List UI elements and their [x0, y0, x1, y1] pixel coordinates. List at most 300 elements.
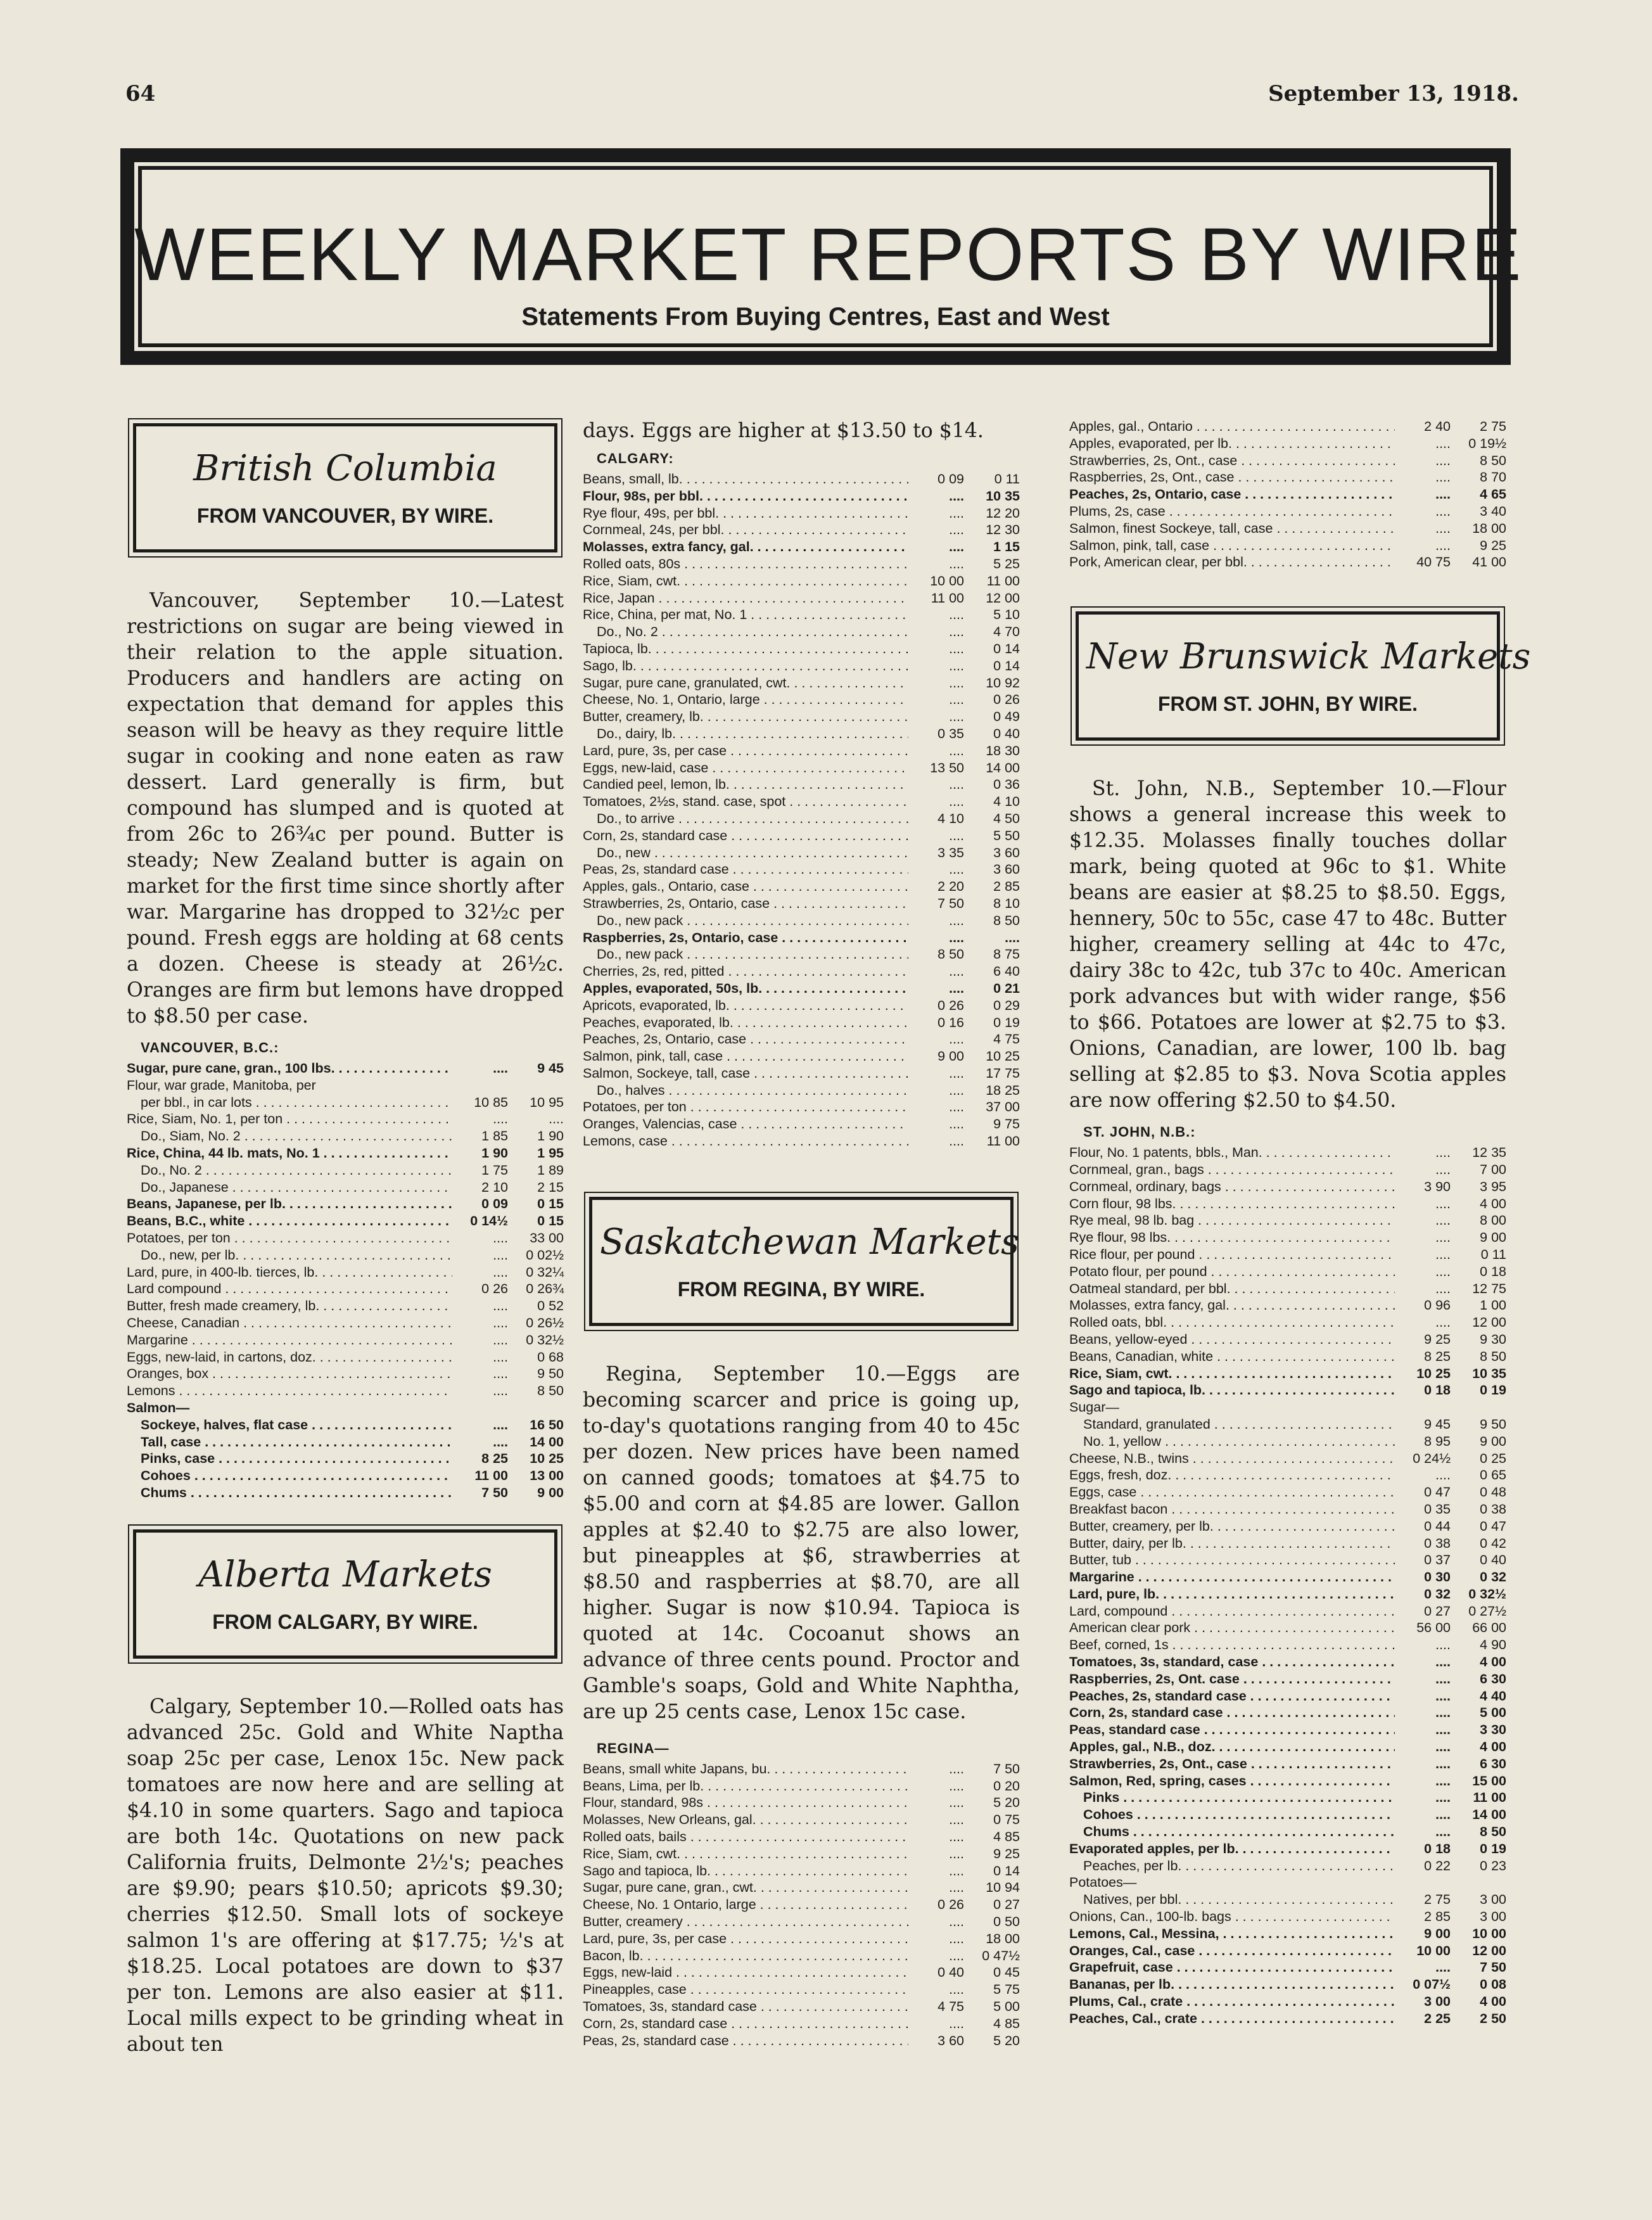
price-row: [1069, 1382, 1506, 1399]
price-low: ....: [493, 1417, 508, 1432]
regina-price-heading: REGINA—: [597, 1740, 670, 1756]
price-high: 0 42: [1480, 1535, 1506, 1551]
price-high: 0 19: [1480, 1840, 1506, 1856]
price-row: [1069, 1908, 1506, 1925]
price-row: [583, 556, 1020, 573]
price-row: [1069, 1789, 1506, 1806]
price-row: [583, 743, 1020, 760]
price-row: [127, 1484, 564, 1502]
price-row: [1069, 1671, 1506, 1688]
price-high: 8 00: [1480, 1213, 1506, 1228]
price-row: [583, 488, 1020, 505]
price-item-name: Flour, No. 1 patents, bbls., Man. . . .: [1069, 1144, 1395, 1161]
price-item-name: Eggs, case . . .: [1069, 1484, 1395, 1501]
price-row: [583, 539, 1020, 556]
price-low: ....: [949, 1863, 964, 1879]
price-row: [1069, 1212, 1506, 1229]
price-item-name: Candied peel, lemon, lb. . . .: [583, 776, 908, 793]
price-row: [583, 827, 1020, 845]
sask-report-text: Regina, September 10.—Eggs are becoming scarcer and price is going up, to-day's quotations ranging from 40 to 45c per dozen. New prices have been named on canned goods; tomatoes at $4.75 to $5.00 and corn at $4.85 are lower. Gallon apples at $2.40 to $2.75 are also lower, but pineapples at $6, strawberries at $8.50 and raspberries at $8.70, are all higher. Sugar is now $10.94. Tapioca is quoted at 14c. Cocoanut shows an advance of three cents pound. Proctor and Gamble's soaps, Gold and White Naphtha, are up 25 cents case, Lenox 15c case.: [583, 1362, 1020, 1723]
price-item-name: Do., new pack . . .: [583, 946, 908, 963]
price-high: 0 14: [993, 1863, 1020, 1879]
price-row: [583, 623, 1020, 641]
price-row: [1069, 1297, 1506, 1314]
price-row: [127, 1128, 564, 1145]
price-low: 0 24½: [1413, 1450, 1451, 1466]
price-low: ....: [949, 1116, 964, 1132]
price-low: ....: [1435, 1145, 1451, 1161]
section-subtitle: FROM VANCOUVER, BY WIRE.: [196, 504, 494, 527]
price-low: 0 09: [937, 471, 964, 487]
price-high: 0 65: [1480, 1467, 1506, 1483]
price-high: 2 75: [1480, 419, 1506, 434]
price-item-name: Apples, gals., Ontario, case . . .: [583, 878, 908, 895]
price-high: 10 25: [986, 1049, 1020, 1064]
price-high: 14 00: [986, 760, 1020, 775]
price-row: [1069, 1840, 1506, 1858]
price-item-name: Apples, evaporated, per lb. . . .: [1069, 435, 1395, 452]
price-row: [1069, 1773, 1506, 1790]
price-row: [1069, 1552, 1506, 1569]
price-high: 9 50: [1480, 1416, 1506, 1432]
price-high: 4 00: [1480, 1654, 1506, 1670]
price-low: 3 00: [1424, 1994, 1451, 2010]
price-high: 4 90: [1480, 1637, 1506, 1653]
price-item-name: Butter, creamery . . .: [583, 1913, 908, 1930]
price-item-name: Tomatoes, 3s, standard, case . . .: [1069, 1654, 1395, 1671]
price-item-name: Lard, pure, 3s, per case . . .: [583, 1930, 908, 1948]
price-row: [1069, 1569, 1506, 1586]
price-item-name: Rice, China, 44 lb. mats, No. 1 . . .: [127, 1145, 452, 1162]
price-row: [583, 1778, 1020, 1795]
price-high: 10 35: [986, 488, 1020, 504]
price-row: [127, 1111, 564, 1128]
price-row: [1069, 1603, 1506, 1620]
price-item-name: Chums . . .: [127, 1484, 452, 1502]
price-row: [127, 1247, 564, 1264]
price-item-name: Do., to arrive . . .: [583, 810, 908, 827]
price-row: [1069, 1993, 1506, 2010]
price-high: 3 60: [993, 862, 1020, 877]
price-row: [1069, 1450, 1506, 1467]
price-row: [1069, 1467, 1506, 1484]
price-low: ....: [949, 658, 964, 673]
price-item-name: Tall, case . . .: [127, 1434, 452, 1451]
price-high: 0 23: [1480, 1858, 1506, 1873]
price-low: ....: [949, 522, 964, 538]
bc-report-text: Vancouver, September 10.—Latest restrictions on sugar are being viewed in their relation to the apple situation. Producers and handlers are acting on expectation that demand for apples this season will be heavy as they require little sugar in cooking and none eaten as raw dessert. Lard generally is firm, but compound has slumped and is quoted at from 26c to 26¾c per pound. Butter is steady; New Zealand butter is again on market for the first time since shortly after war. Margarine has dropped to 32½c per pound. Fresh eggs are holding at 68 cents a dozen. Cheese is steady at 26½c. Oranges are firm but lemons have dropped to $8.50 per case.: [127, 589, 564, 1028]
price-item-name: Beans, B.C., white . . .: [127, 1213, 452, 1230]
banner-subtitle: Statements From Buying Centres, East and West: [521, 303, 1110, 331]
price-item-name: Potatoes, per ton . . .: [127, 1230, 452, 1247]
price-high: 2 50: [1480, 2010, 1506, 2026]
price-row: [1069, 1704, 1506, 1721]
price-row: [583, 675, 1020, 692]
price-high: 10 35: [1472, 1365, 1506, 1381]
price-row: [1069, 1976, 1506, 1993]
price-item-name: Flour, war grade, Manitoba, per: [127, 1077, 316, 1093]
price-low: ....: [1435, 487, 1451, 502]
price-item-name: Rolled oats, 80s . . .: [583, 556, 908, 573]
price-item-name: Do., new pack . . .: [583, 912, 908, 929]
price-low: ....: [1435, 435, 1451, 451]
price-item-name: Do., Japanese . . .: [127, 1179, 452, 1196]
price-row: [127, 1077, 564, 1094]
price-high: 12 00: [1472, 1942, 1506, 1958]
price-high: 0 19½: [1468, 435, 1506, 451]
price-high: 5 20: [993, 2032, 1020, 2048]
price-row: [1069, 1874, 1506, 1891]
price-high: 0 11: [1480, 1246, 1506, 1262]
price-row: [127, 1382, 564, 1400]
price-low: 8 95: [1424, 1433, 1451, 1449]
price-low: ....: [949, 794, 964, 810]
price-low: ....: [1435, 1790, 1451, 1806]
price-high: 0 38: [1480, 1501, 1506, 1517]
price-item-name: Plums, Cal., crate . . .: [1069, 1993, 1395, 2010]
price-low: ....: [1435, 1263, 1451, 1279]
price-item-name: Do., new . . .: [583, 845, 908, 862]
price-low: ....: [493, 1366, 508, 1382]
price-item-name: Apricots, evaporated, lb. . . .: [583, 997, 908, 1014]
price-item-name: Raspberries, 2s, Ontario, case . . .: [583, 929, 908, 947]
price-low: ....: [949, 556, 964, 571]
price-high: 0 11: [994, 471, 1020, 487]
price-low: 0 18: [1424, 1382, 1451, 1398]
price-low: ....: [949, 2015, 964, 2031]
price-row: [583, 1863, 1020, 1880]
price-item-name: Peaches, per lb. . . .: [1069, 1858, 1395, 1875]
price-low: ....: [949, 980, 964, 996]
price-high: 11 00: [986, 573, 1020, 589]
price-high: 0 19: [1480, 1382, 1506, 1398]
price-row: [583, 776, 1020, 793]
price-high: 0 29: [993, 997, 1020, 1013]
price-row: [127, 1315, 564, 1332]
price-item-name: Margarine . . .: [127, 1332, 452, 1349]
price-high: 10 94: [986, 1880, 1020, 1896]
price-item-name: Rice, China, per mat, No. 1 . . .: [583, 606, 908, 623]
price-low: 7 50: [481, 1484, 508, 1500]
price-item-name: Bananas, per lb. . . .: [1069, 1976, 1395, 1993]
price-item-name: Peas, 2s, standard case . . .: [583, 861, 908, 878]
price-item-name: Peaches, evaporated, lb. . . .: [583, 1014, 908, 1031]
price-item-name: Butter, creamery, lb. . . .: [583, 708, 908, 725]
price-row: [127, 1434, 564, 1451]
price-high: 0 47½: [982, 1948, 1020, 1963]
price-item-name: Rye meal, 98 lb. bag . . .: [1069, 1212, 1395, 1229]
price-high: 4 85: [993, 1829, 1020, 1845]
price-item-name: Rice, Siam, cwt. . . .: [583, 573, 908, 590]
price-low: ....: [1435, 1756, 1451, 1771]
price-high: 0 25: [1480, 1450, 1506, 1466]
price-low: ....: [949, 488, 964, 504]
price-item-name: Lard, pure, 3s, per case . . .: [583, 743, 908, 760]
price-row: [127, 1094, 564, 1111]
price-row: [583, 1794, 1020, 1811]
price-high: 0 15: [537, 1196, 564, 1212]
price-low: 9 45: [1424, 1416, 1451, 1432]
price-item-name: Rice, Siam, No. 1, per ton . . .: [127, 1111, 452, 1128]
price-item-name: Corn, 2s, standard case . . .: [1069, 1704, 1395, 1721]
price-high: 0 75: [993, 1812, 1020, 1828]
price-item-name: Do., Siam, No. 2 . . .: [127, 1128, 452, 1145]
price-high: 4 00: [1480, 1196, 1506, 1211]
price-row: [1069, 1586, 1506, 1603]
price-high: 8 50: [1480, 1348, 1506, 1364]
price-low: ....: [1435, 537, 1451, 553]
price-low: ....: [493, 1264, 508, 1280]
price-low: ....: [949, 675, 964, 691]
price-low: 1 85: [481, 1128, 508, 1144]
price-item-name: Sockeye, halves, flat case . . .: [127, 1417, 452, 1434]
price-item-name: Corn flour, 98 lbs. . . .: [1069, 1196, 1395, 1213]
price-row: [583, 1998, 1020, 2015]
price-item-name: Bacon, lb. . . .: [583, 1948, 908, 1965]
price-low: ....: [949, 912, 964, 928]
price-item-name: Eggs, fresh, doz. . . .: [1069, 1467, 1395, 1484]
price-item-name: Peaches, 2s, Ontario, case . . .: [1069, 486, 1395, 503]
price-row: [127, 1264, 564, 1281]
price-row: [1069, 418, 1506, 435]
price-low: 0 35: [937, 725, 964, 741]
price-item-name: Rolled oats, bails . . .: [583, 1828, 908, 1846]
price-low: 0 22: [1424, 1858, 1451, 1873]
price-high: 18 25: [986, 1082, 1020, 1098]
price-item-name: Eggs, new-laid, case . . .: [583, 760, 908, 777]
price-item-name: Raspberries, 2s, Ont. case . . .: [1069, 1671, 1395, 1688]
price-high: 8 50: [993, 912, 1020, 928]
price-row: [1069, 1314, 1506, 1331]
price-row: [1069, 435, 1506, 452]
price-item-name: Pineapples, case . . .: [583, 1981, 908, 1998]
price-high: 0 27: [993, 1897, 1020, 1913]
price-high: 10 00: [1472, 1925, 1506, 1941]
price-row: [583, 760, 1020, 777]
price-high: 3 00: [1480, 1909, 1506, 1925]
alberta-report-text: Calgary, September 10.—Rolled oats has advanced 25c. Gold and White Naptha soap 25c per case, Lenox 15c. New pack tomatoes are now here and are selling at $4.10 in some quarters. Sago and tapioca are both 14c. Quotations on new pack California fruits, Delmonte 2½'s; peaches are $9.90; pears $10.50; apricots $9.30; cherries $12.50. Small lots of sockeye salmon 1's are offering at $17.75; ½'s at $18.25. Local potatoes are down to $37 per ton. Lemons are also easier at $11. Local mills expect to be grinding wheat in about ten: [127, 1695, 564, 2056]
report-banner: [120, 148, 1523, 365]
price-row: [1069, 2010, 1506, 2027]
section-box-alberta: [133, 1529, 557, 1659]
price-row: [583, 505, 1020, 522]
price-low: 3 60: [937, 2032, 964, 2048]
price-row: [583, 708, 1020, 725]
price-row: [583, 521, 1020, 539]
price-item-name: Lemons, Cal., Messina, . . .: [1069, 1925, 1395, 1942]
price-item-name: Peaches, 2s, Ontario, case . . .: [583, 1031, 908, 1048]
price-low: ....: [949, 641, 964, 656]
price-item-name: Lard, pure, in 400-lb. tierces, lb. . . .: [127, 1264, 452, 1281]
price-high: 8 50: [537, 1383, 564, 1399]
price-low: ....: [493, 1298, 508, 1314]
price-low: ....: [493, 1111, 508, 1127]
price-item-name: Lemons . . .: [127, 1382, 452, 1400]
price-item-name: Do., No. 2 . . .: [127, 1162, 452, 1179]
price-row: [1069, 1654, 1506, 1671]
price-item-name: Butter, creamery, per lb. . . .: [1069, 1518, 1395, 1535]
price-row: [1069, 1263, 1506, 1280]
price-row: [1069, 1229, 1506, 1246]
price-item-name: Lemons, case . . .: [583, 1133, 908, 1150]
price-item-name: Sugar, pure cane, gran., 100 lbs. . . .: [127, 1060, 452, 1077]
price-row: [583, 1879, 1020, 1896]
price-row: [127, 1332, 564, 1349]
price-high: 8 70: [1480, 469, 1506, 485]
price-low: 2 40: [1424, 419, 1451, 434]
price-item-name: Rice, Siam, cwt. . . .: [1069, 1365, 1395, 1382]
price-low: ....: [949, 1795, 964, 1811]
price-row: [127, 1060, 564, 1077]
price-low: ....: [493, 1315, 508, 1330]
ontario-cont-price-list: [1069, 418, 1506, 571]
price-row: [583, 1082, 1020, 1099]
column-2: [583, 418, 1020, 2049]
price-low: ....: [949, 709, 964, 725]
price-item-name: Corn, 2s, standard case . . .: [583, 2015, 908, 2032]
price-item-name: Evaporated apples, per lb. . . .: [1069, 1840, 1395, 1858]
price-row: [1069, 537, 1506, 554]
price-item-name: Grapefruit, case . . .: [1069, 1959, 1395, 1976]
price-high: 0 15: [537, 1213, 564, 1229]
price-item-name: Rye flour, 49s, per bbl. . . .: [583, 505, 908, 522]
price-row: [583, 1811, 1020, 1828]
page-date: September 13, 1918.: [1268, 81, 1519, 106]
price-item-name: Corn, 2s, standard case . . .: [583, 827, 908, 845]
price-item-name: Peaches, Cal., crate . . .: [1069, 2010, 1395, 2027]
price-item-name: Molasses, extra fancy, gal. . . .: [583, 539, 908, 556]
price-row: [583, 573, 1020, 590]
price-low: ....: [1435, 1246, 1451, 1262]
price-low: ....: [949, 505, 964, 521]
price-high: 5 10: [993, 607, 1020, 623]
price-high: 1 00: [1480, 1298, 1506, 1313]
price-low: 13 50: [930, 760, 964, 775]
price-low: 2 20: [937, 879, 964, 895]
price-high: 14 00: [530, 1434, 564, 1450]
section-title: Alberta Markets: [198, 1553, 492, 1595]
price-row: [1069, 1738, 1506, 1756]
price-item-name: Beans, Japanese, per lb. . . .: [127, 1196, 452, 1213]
price-low: ....: [949, 1846, 964, 1861]
price-row: [583, 1948, 1020, 1965]
price-low: ....: [949, 1778, 964, 1794]
price-high: 5 50: [993, 827, 1020, 843]
price-row: [583, 641, 1020, 658]
price-item-name: Cheese, Canadian . . .: [127, 1315, 452, 1332]
price-high: 4 00: [1480, 1994, 1506, 2010]
price-high: 11 00: [986, 1133, 1020, 1149]
price-high: 11 00: [1473, 1790, 1506, 1806]
price-high: 0 50: [993, 1914, 1020, 1930]
price-row: [127, 1179, 564, 1196]
price-low: ....: [949, 1982, 964, 1998]
section-title: New Brunswick Markets: [1086, 636, 1531, 678]
price-row: [583, 929, 1020, 947]
price-item-name: Rolled oats, bbl. . . .: [1069, 1314, 1395, 1331]
price-row: [127, 1280, 564, 1298]
price-high: 18 30: [986, 743, 1020, 758]
price-item-name: Do., halves . . .: [583, 1082, 908, 1099]
price-row: [1069, 1806, 1506, 1823]
price-low: ....: [493, 1349, 508, 1365]
price-high: 6 40: [993, 964, 1020, 979]
price-row: [1069, 1619, 1506, 1636]
price-row: [127, 1162, 564, 1179]
price-low: 0 37: [1424, 1552, 1451, 1568]
price-low: 4 10: [937, 810, 964, 826]
price-row: [1069, 1688, 1506, 1705]
price-high: 0 19: [993, 1014, 1020, 1030]
price-low: 9 25: [1424, 1331, 1451, 1347]
price-low: ....: [1435, 1161, 1451, 1177]
price-item-name: Cornmeal, 24s, per bbl. . . .: [583, 521, 908, 539]
price-low: ....: [1435, 1213, 1451, 1228]
price-row: [583, 1913, 1020, 1930]
price-low: 10 85: [474, 1094, 508, 1110]
price-low: 0 26: [481, 1281, 508, 1297]
price-row: [583, 963, 1020, 980]
price-low: ....: [1435, 1960, 1451, 1975]
price-low: 0 96: [1424, 1298, 1451, 1313]
price-high: 12 35: [1472, 1145, 1506, 1161]
section-box-saskatchewan: [589, 1197, 1019, 1326]
price-low: ....: [493, 1061, 508, 1076]
price-low: 0 30: [1424, 1569, 1451, 1585]
price-high: 9 00: [1480, 1230, 1506, 1246]
price-low: ....: [1435, 1705, 1451, 1721]
price-low: 2 25: [1424, 2010, 1451, 2026]
price-row: [583, 471, 1020, 488]
price-row: [583, 1031, 1020, 1048]
price-item-name: Salmon, finest Sockeye, tall, case . . .: [1069, 520, 1395, 537]
price-low: ....: [1435, 452, 1451, 468]
price-item-name: Salmon—: [127, 1400, 190, 1415]
price-item-name: Salmon, pink, tall, case . . .: [1069, 537, 1395, 554]
alberta-report-text-cont: days. Eggs are higher at $13.50 to $14.: [583, 419, 984, 442]
price-item-name: Pork, American clear, per bbl. . . .: [1069, 554, 1395, 571]
price-item-name: Plums, 2s, case . . .: [1069, 503, 1395, 520]
price-high: 9 30: [1480, 1331, 1506, 1347]
price-low: 7 50: [937, 895, 964, 911]
price-row: [1069, 1518, 1506, 1535]
price-high: 0 27½: [1468, 1603, 1506, 1619]
price-low: 0 07½: [1413, 1977, 1451, 1993]
price-row: [1069, 1891, 1506, 1908]
price-row: [583, 810, 1020, 827]
price-high: 3 95: [1480, 1178, 1506, 1194]
column-3: [1069, 418, 1531, 2027]
price-row: [127, 1213, 564, 1230]
price-item-name: Oranges, Valencias, case . . .: [583, 1116, 908, 1133]
price-row: [583, 725, 1020, 743]
price-low: ....: [949, 862, 964, 877]
price-low: 2 85: [1424, 1909, 1451, 1925]
price-item-name: Beans, yellow-eyed . . .: [1069, 1331, 1395, 1348]
price-low: ....: [1435, 1230, 1451, 1246]
price-high: 0 20: [993, 1778, 1020, 1794]
price-high: 8 75: [993, 947, 1020, 962]
price-row: [583, 2032, 1020, 2050]
price-item-name: Beef, corned, 1s . . .: [1069, 1636, 1395, 1654]
price-item-name: Cheese, N.B., twins . . .: [1069, 1450, 1395, 1467]
price-item-name: Sago, lb. . . .: [583, 658, 908, 675]
price-high: 0 18: [1480, 1263, 1506, 1279]
price-high: 9 25: [1480, 537, 1506, 553]
price-high: 0 32¼: [526, 1264, 564, 1280]
price-low: ....: [949, 1948, 964, 1963]
price-low: ....: [949, 624, 964, 640]
